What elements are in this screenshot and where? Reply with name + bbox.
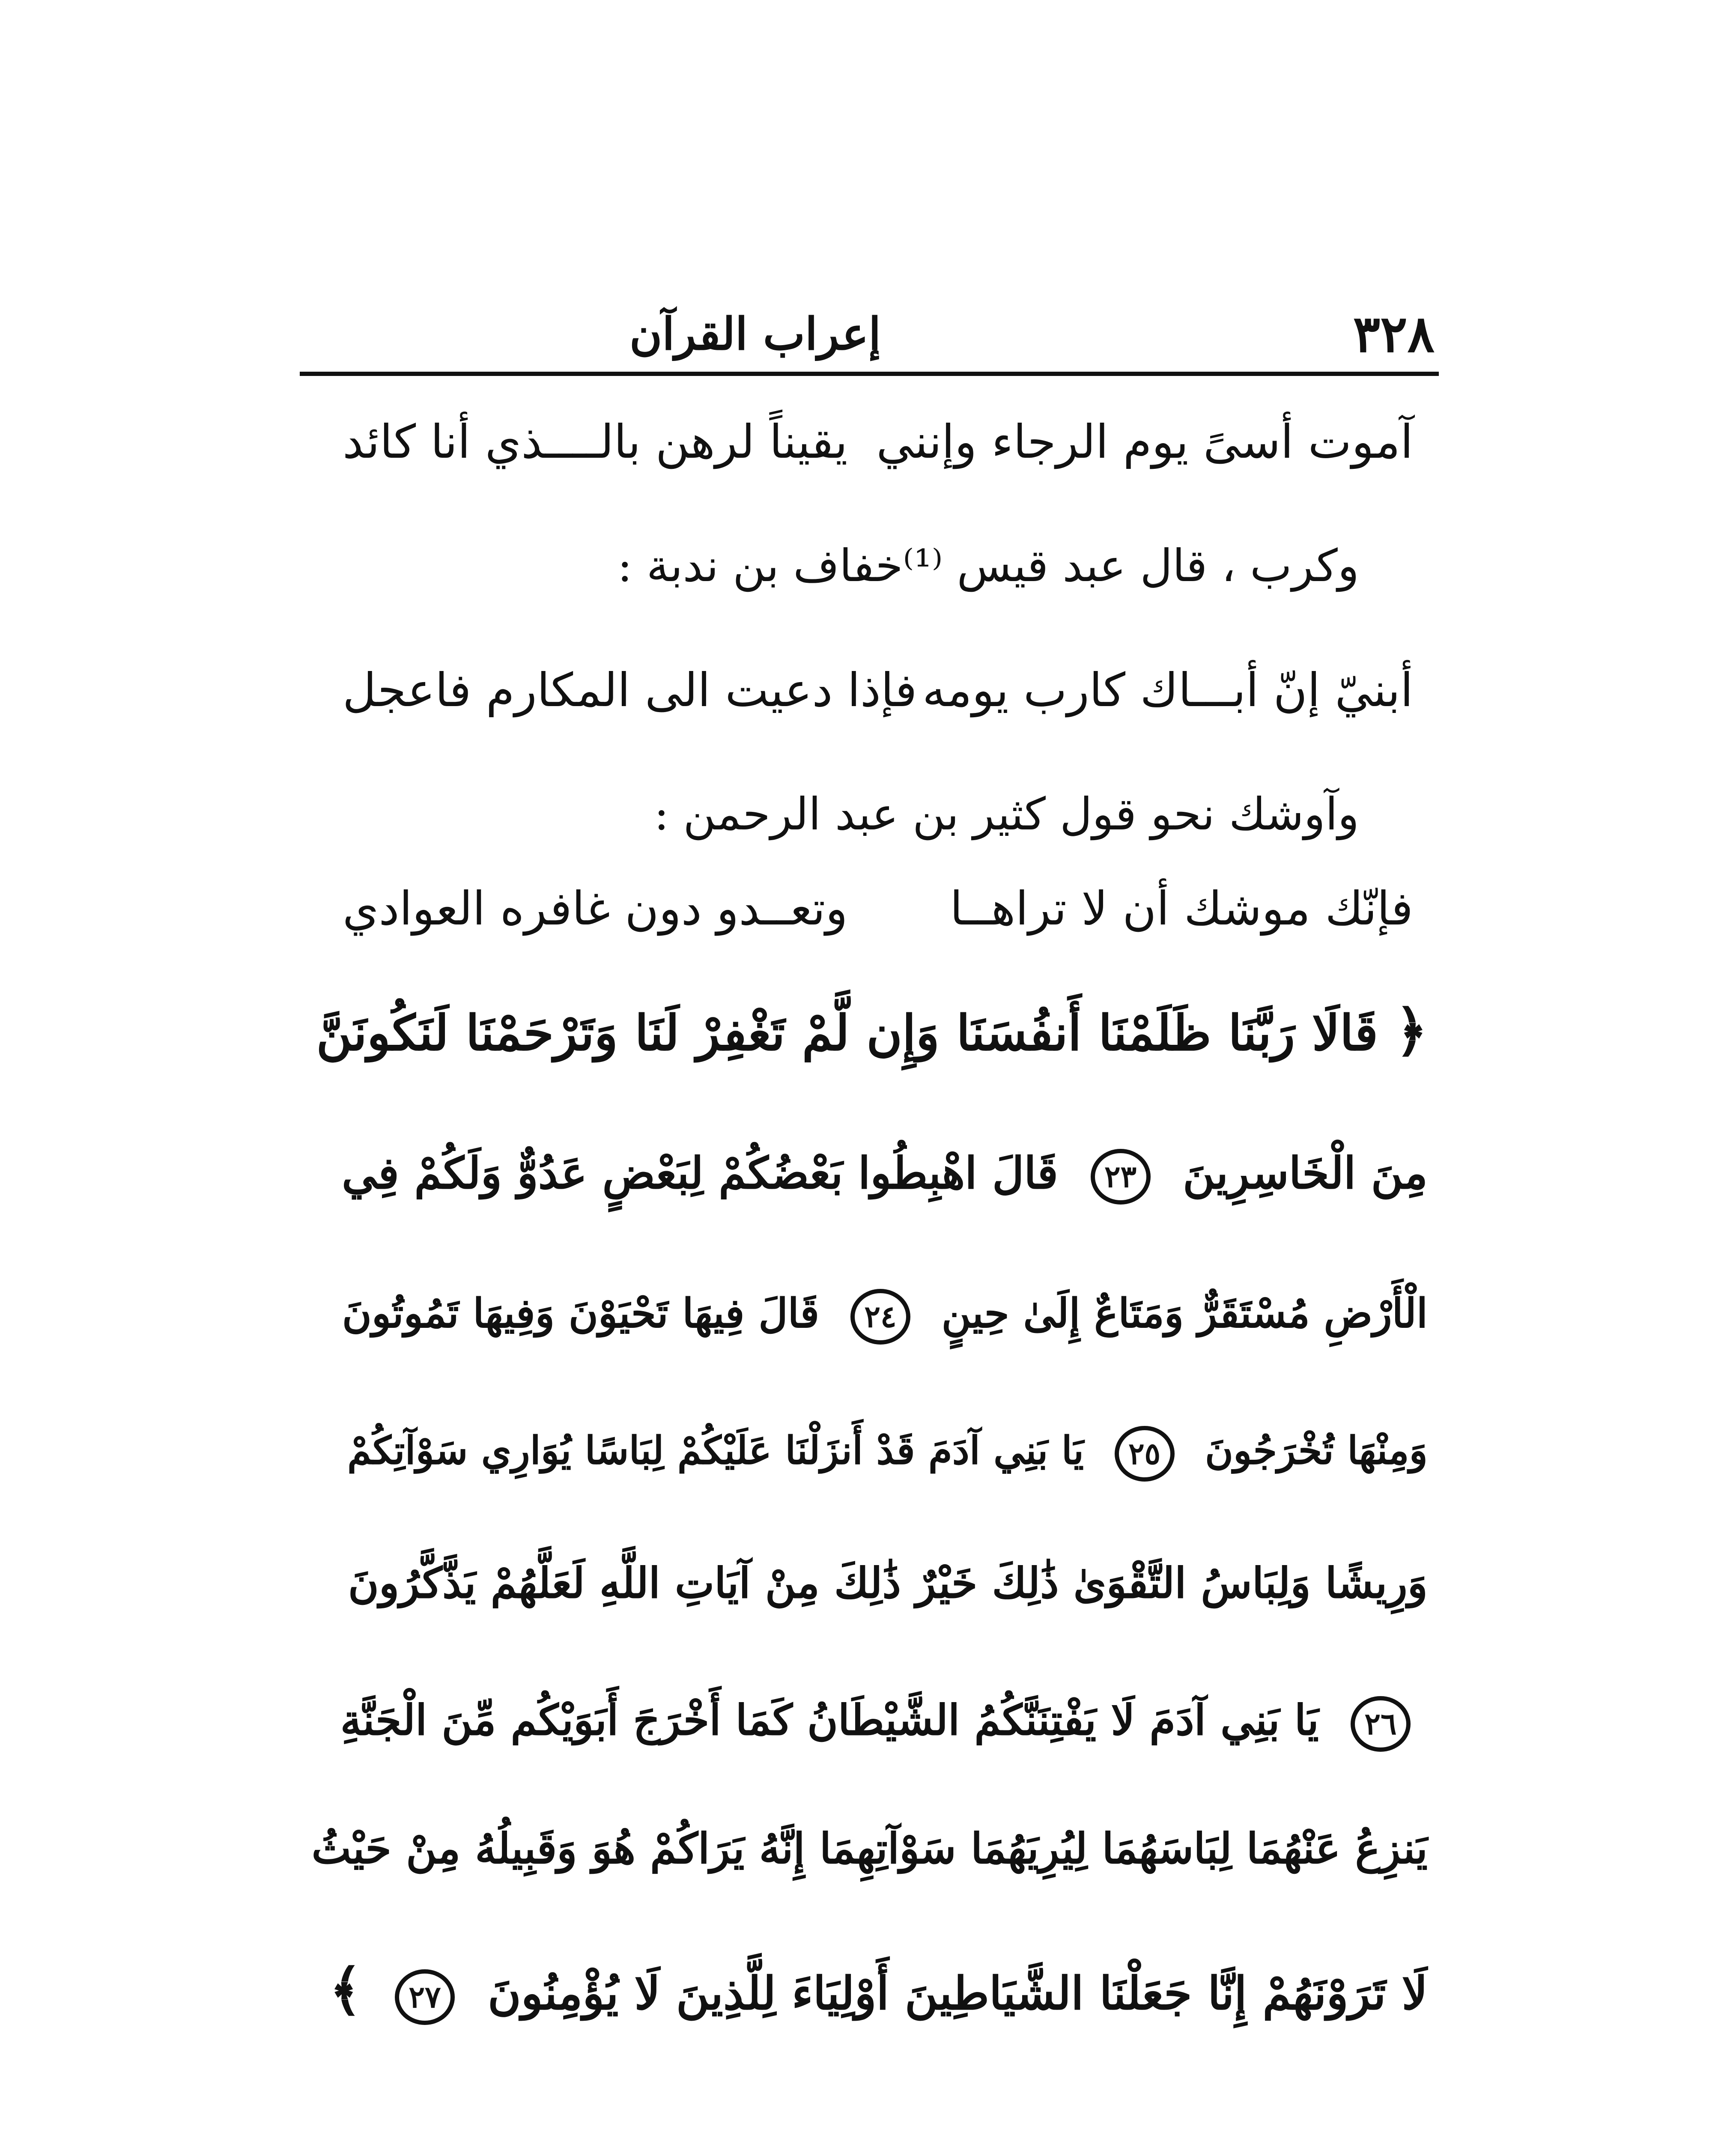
quran-text: قَالَ فِيهَا تَحْيَوْنَ وَفِيهَا تَمُوتُونَ xyxy=(342,1290,820,1337)
quran-text: يَا بَنِي آدَمَ لَا يَفْتِنَنَّكُمُ الشَّيْطَانُ كَمَا أَخْرَجَ أَبَوَيْكُم مِّنَ الْجَنَّةِ xyxy=(340,1696,1319,1745)
verse-number-marker: ٢٧ xyxy=(395,1969,455,2025)
quran-text: لَا تَرَوْنَهُمْ إِنَّا جَعَلْنَا الشَّيَاطِينَ أَوْلِيَاءَ لِلَّذِينَ لَا يُؤْمِنُونَ xyxy=(487,1966,1428,2020)
quran-open-bracket: ﴿ xyxy=(1395,998,1428,1063)
quran-line-3 xyxy=(342,1289,1428,1345)
poem-hemistich-right: فإنّك موشك أن لا تراهــا xyxy=(950,882,1413,936)
poem-hemistich-left: يقيناً لرهن بالــــذي أنا كائد xyxy=(343,415,848,469)
quran-text: الْأَرْضِ مُسْتَقَرٌّ وَمَتَاعٌ إِلَىٰ حِينٍ xyxy=(941,1290,1428,1337)
quran-text: يَا بَنِي آدَمَ قَدْ أَنزَلْنَا عَلَيْكُمْ لِبَاسًا يُوَارِي سَوْآتِكُمْ xyxy=(347,1428,1084,1473)
quran-line-6 xyxy=(340,1696,1428,1752)
poem-hemistich-left: وتعــدو دون غافره العوادي xyxy=(343,882,848,936)
quran-line-2 xyxy=(342,1148,1428,1205)
running-title: إعراب القرآن xyxy=(629,307,881,360)
quran-line-8 xyxy=(329,1957,1428,2025)
poem-line-1 xyxy=(334,407,1422,492)
prose-line-1: وكرب ، قال عبد قيس ⁽¹⁾خفاف بن ندبة : xyxy=(617,540,1359,592)
quran-line-4 xyxy=(347,1426,1428,1482)
poem-hemistich-right: أبنيّ إنّ أبـــاك كارب يومه xyxy=(922,664,1413,717)
quran-text: قَالَ اهْبِطُوا بَعْضُكُمْ لِبَعْضٍ عَدُوٌّ وَلَكُمْ فِي xyxy=(342,1148,1059,1199)
verse-number-marker: ٢٤ xyxy=(850,1289,910,1345)
verse-number-marker: ٢٣ xyxy=(1091,1149,1151,1205)
prose-line-2: وآوشك نحو قول كثير بن عبد الرحمن : xyxy=(654,788,1359,840)
quran-line-5 xyxy=(348,1559,1428,1608)
poem-hemistich-right: آموت أسىً يوم الرجاء وإنني xyxy=(876,415,1413,469)
quran-text: مِنَ الْخَاسِرِينَ xyxy=(1183,1148,1428,1199)
verse-number-marker: ٢٥ xyxy=(1115,1426,1175,1482)
quran-close-bracket: ﴾ xyxy=(329,1957,362,2022)
quran-text: وَرِيشًا وَلِبَاسُ التَّقْوَىٰ ذَٰلِكَ خَيْرٌ ذَٰلِكَ مِنْ آيَاتِ اللَّهِ لَعَلَّهُمْ يَذَّكَّرُونَ xyxy=(348,1559,1428,1608)
poem-hemistich-left: فإذا دعيت الى المكارم فاعجل xyxy=(343,664,917,717)
poem-line-3 xyxy=(334,874,1422,959)
quran-text: قَالَا رَبَّنَا ظَلَمْنَا أَنفُسَنَا وَإِن لَّمْ تَغْفِرْ لَنَا وَتَرْحَمْنَا لَنَكُونَنَّ xyxy=(316,1004,1378,1062)
quran-text: يَنزِعُ عَنْهُمَا لِبَاسَهُمَا لِيُرِيَهُمَا سَوْآتِهِمَا إِنَّهُ يَرَاكُمْ هُوَ وَقَبِيلُهُ مِنْ حَيْثُ xyxy=(311,1824,1428,1873)
quran-line-1 xyxy=(316,998,1428,1063)
quran-text: وَمِنْهَا تُخْرَجُونَ xyxy=(1205,1428,1428,1473)
poem-line-2 xyxy=(334,655,1422,741)
page-number: ٣٢٨ xyxy=(1353,304,1435,364)
header-rule xyxy=(300,372,1439,376)
quran-line-7 xyxy=(312,1824,1428,1873)
page-header xyxy=(300,295,1439,373)
verse-number-marker: ٢٦ xyxy=(1351,1696,1411,1752)
